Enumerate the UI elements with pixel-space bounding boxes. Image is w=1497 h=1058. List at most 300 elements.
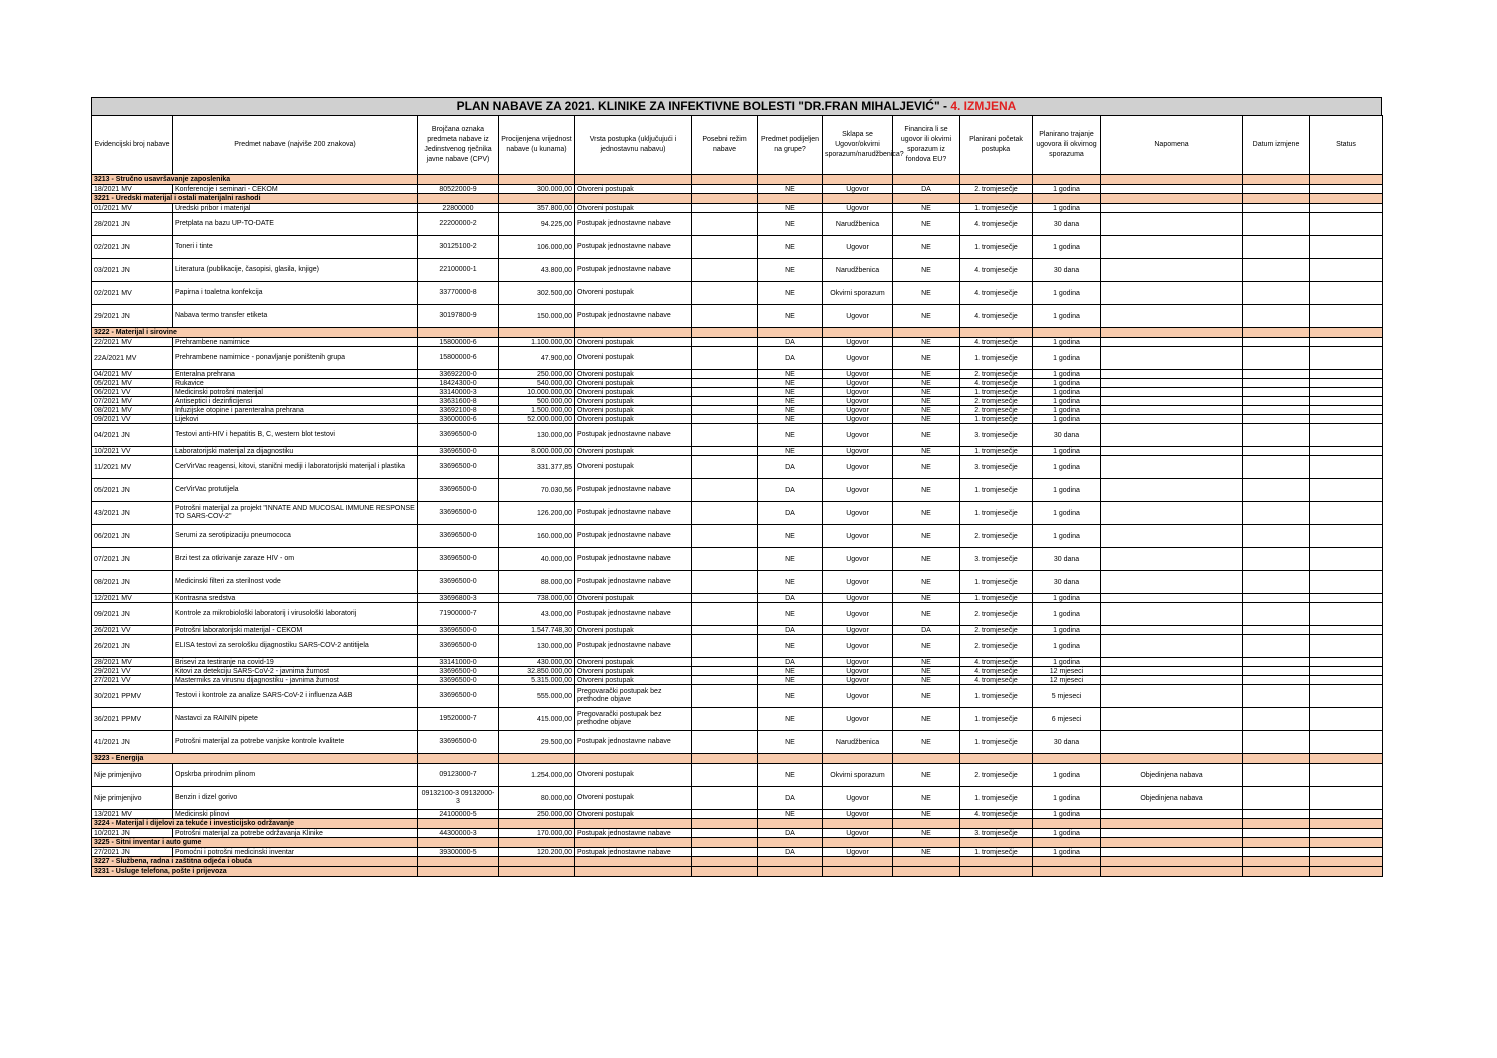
table-cell [692, 676, 758, 685]
section-cell [960, 838, 1033, 848]
section-cell [499, 175, 575, 185]
table-cell: NE [893, 764, 960, 787]
table-cell: 43.800,00 [499, 259, 575, 282]
table-cell [1243, 347, 1310, 370]
table-cell: Ugovor [823, 658, 893, 667]
table-cell: Otvoreni postupak [575, 338, 692, 347]
table-cell: 19520000-7 [418, 708, 499, 731]
table-cell: 30 dana [1033, 548, 1101, 571]
table-cell: Otvoreni postupak [575, 347, 692, 370]
section-cell [823, 819, 893, 829]
table-cell: NE [893, 548, 960, 571]
table-cell: NE [758, 635, 823, 658]
table-cell: 01/2021 MV [92, 204, 173, 213]
table-cell: Toneri i tinte [173, 236, 418, 259]
table-cell: 12 mjeseci [1033, 676, 1101, 685]
table-cell: 29/2021 JN [92, 305, 173, 328]
table-cell: 1 godina [1033, 415, 1101, 424]
section-cell [758, 194, 823, 204]
table-cell: DA [758, 829, 823, 838]
table-cell: 09/2021 VV [92, 415, 173, 424]
table-cell: NE [758, 571, 823, 594]
table-cell: Otvoreni postupak [575, 282, 692, 305]
table-cell: DA [758, 787, 823, 810]
table-cell: 12 mjeseci [1033, 667, 1101, 676]
table-cell: Medicinski plinovi [173, 810, 418, 819]
table-cell: 4. tromjesečje [960, 658, 1033, 667]
section-cell [823, 838, 893, 848]
table-cell: Postupak jednostavne nabave [575, 635, 692, 658]
table-row [92, 338, 1383, 347]
table-cell [1310, 479, 1383, 502]
table-cell: Ugovor [823, 571, 893, 594]
section-cell [758, 175, 823, 185]
table-cell: 30 dana [1033, 424, 1101, 447]
table-cell: 1 godina [1033, 305, 1101, 328]
section-cell [499, 838, 575, 848]
table-cell: 33141000-0 [418, 658, 499, 667]
section-cell [499, 194, 575, 204]
table-row [92, 415, 1383, 424]
section-cell [418, 867, 499, 877]
table-cell: 357.800,00 [499, 204, 575, 213]
table-cell [1243, 708, 1310, 731]
table-cell: Testovi anti-HIV i hepatitis B, C, western blot testovi [173, 424, 418, 447]
table-cell: NE [893, 603, 960, 626]
table-cell: 43.000,00 [499, 603, 575, 626]
table-cell: Postupak jednostavne nabave [575, 525, 692, 548]
table-cell: 1 godina [1033, 397, 1101, 406]
table-cell: 1 godina [1033, 236, 1101, 259]
table-cell: 1 godina [1033, 379, 1101, 388]
table-cell: Potrošni laboratorijski materijal - CEKOM [173, 626, 418, 635]
table-cell: Pregovarački postupak bez prethodne objave [575, 685, 692, 708]
table-cell: 1. tromjesečje [960, 708, 1033, 731]
table-cell: 1 godina [1033, 635, 1101, 658]
table-cell: Ugovor [823, 388, 893, 397]
section-cell [418, 838, 499, 848]
table-row [92, 658, 1383, 667]
section-cell [758, 867, 823, 877]
section-cell [893, 194, 960, 204]
table-cell: Ugovor [823, 370, 893, 379]
table-cell: NE [758, 388, 823, 397]
table-cell: 33770000-8 [418, 282, 499, 305]
table-cell [1310, 388, 1383, 397]
section-cell [823, 867, 893, 877]
table-cell [1310, 708, 1383, 731]
table-cell: 2. tromjesečje [960, 603, 1033, 626]
table-cell: Literatura (publikacije, časopisi, glasila, knjige) [173, 259, 418, 282]
section-row [92, 194, 1383, 204]
table-cell [1243, 388, 1310, 397]
table-cell: 33692100-8 [418, 406, 499, 415]
table-cell: 1 godina [1033, 764, 1101, 787]
section-cell [960, 819, 1033, 829]
table-cell [1243, 667, 1310, 676]
table-cell [1243, 525, 1310, 548]
table-cell: 24100000-5 [418, 810, 499, 819]
table-row [92, 829, 1383, 838]
table-cell: 33696500-0 [418, 447, 499, 456]
column-header: Predmet nabave (najviše 200 znakova) [173, 116, 418, 175]
table-cell [1310, 685, 1383, 708]
table-cell: 09/2021 JN [92, 603, 173, 626]
table-cell: 1.547.748,30 [499, 626, 575, 635]
table-cell [692, 479, 758, 502]
table-cell [1243, 810, 1310, 819]
table-cell: 1 godina [1033, 479, 1101, 502]
table-cell: 22800000 [418, 204, 499, 213]
table-cell: Ugovor [823, 708, 893, 731]
table-cell: NE [893, 347, 960, 370]
section-cell [893, 175, 960, 185]
table-cell: 500.000,00 [499, 397, 575, 406]
section-cell [418, 175, 499, 185]
table-cell: NE [758, 213, 823, 236]
table-cell: 430.000,00 [499, 658, 575, 667]
table-cell: 1. tromjesečje [960, 848, 1033, 857]
table-cell: 06/2021 VV [92, 388, 173, 397]
table-cell [692, 456, 758, 479]
table-cell [1243, 676, 1310, 685]
table-cell: 26/2021 VV [92, 626, 173, 635]
table-cell: 04/2021 MV [92, 370, 173, 379]
table-cell: 04/2021 JN [92, 424, 173, 447]
table-cell: Otvoreni postupak [575, 787, 692, 810]
table-cell: NE [893, 204, 960, 213]
table-cell: 39300000-5 [418, 848, 499, 857]
table-cell: Otvoreni postupak [575, 676, 692, 685]
table-cell: NE [893, 213, 960, 236]
table-cell: CerVirVac reagensi, kitovi, stanični mediji i laboratorijski materijal i plastika [173, 456, 418, 479]
table-cell: NE [758, 415, 823, 424]
table-cell: Postupak jednostavne nabave [575, 848, 692, 857]
table-cell: Otvoreni postupak [575, 415, 692, 424]
table-cell: NE [893, 848, 960, 857]
table-cell [692, 236, 758, 259]
table-cell: NE [893, 388, 960, 397]
column-header: Status [1310, 116, 1383, 175]
table-cell: 126.200,00 [499, 502, 575, 525]
table-cell: Postupak jednostavne nabave [575, 603, 692, 626]
table-row [92, 685, 1383, 708]
table-cell: 33696500-0 [418, 676, 499, 685]
table-cell: 05/2021 JN [92, 479, 173, 502]
table-cell [1243, 603, 1310, 626]
table-cell [1243, 502, 1310, 525]
table-row [92, 594, 1383, 603]
table-cell: NE [893, 415, 960, 424]
table-cell [692, 370, 758, 379]
section-cell [1243, 175, 1310, 185]
table-cell: NE [893, 708, 960, 731]
table-cell: Kitovi za detekciju SARS-CoV-2 - javnima žurnost [173, 667, 418, 676]
table-cell: 22100000-1 [418, 259, 499, 282]
table-cell: Postupak jednostavne nabave [575, 259, 692, 282]
table-row [92, 370, 1383, 379]
table-cell: NE [758, 204, 823, 213]
table-cell [1101, 525, 1243, 548]
section-cell [893, 754, 960, 764]
section-cell [499, 867, 575, 877]
section-cell [1033, 857, 1101, 867]
section-cell [1310, 857, 1383, 867]
section-cell [499, 819, 575, 829]
table-cell: 5.315.000,00 [499, 676, 575, 685]
table-row [92, 379, 1383, 388]
section-cell [823, 857, 893, 867]
table-cell: 1 godina [1033, 204, 1101, 213]
table-cell: 1 godina [1033, 447, 1101, 456]
plan-title-main: PLAN NABAVE ZA 2021. KLINIKE ZA INFEKTIVNE BOLESTI "DR.FRAN MIHALJEVIĆ" - [456, 99, 951, 113]
table-cell: Infuzijske otopine i parenteralna prehrana [173, 406, 418, 415]
section-cell [499, 328, 575, 338]
table-cell: Kontrasna sredstva [173, 594, 418, 603]
table-cell [1243, 764, 1310, 787]
section-label: 3224 - Materijal i dijelovi za tekuće i investicijsko održavanje [92, 819, 418, 829]
table-row [92, 502, 1383, 525]
table-cell: Narudžbenica [823, 731, 893, 754]
table-cell [692, 415, 758, 424]
table-cell [1101, 424, 1243, 447]
table-cell [692, 338, 758, 347]
table-cell [1101, 213, 1243, 236]
table-cell: 02/2021 MV [92, 282, 173, 305]
table-row [92, 635, 1383, 658]
column-header: Sklapa se Ugovor/okvirni sporazum/narudžbenica? [823, 116, 893, 175]
table-cell: 1 godina [1033, 502, 1101, 525]
table-cell: 29/2021 VV [92, 667, 173, 676]
table-cell: Laboratorijski materijal za dijagnostiku [173, 447, 418, 456]
table-row [92, 347, 1383, 370]
table-cell [1310, 397, 1383, 406]
section-cell [1101, 175, 1243, 185]
table-cell [692, 635, 758, 658]
table-cell: 33696500-0 [418, 685, 499, 708]
table-cell [1243, 185, 1310, 194]
table-cell: 15800000-6 [418, 347, 499, 370]
table-row [92, 708, 1383, 731]
table-cell: 10/2021 JN [92, 829, 173, 838]
table-cell [1243, 204, 1310, 213]
table-cell: Ugovor [823, 548, 893, 571]
table-cell: 03/2021 JN [92, 259, 173, 282]
table-cell [1310, 548, 1383, 571]
table-cell: 1 godina [1033, 282, 1101, 305]
table-cell: 1 godina [1033, 829, 1101, 838]
section-cell [823, 194, 893, 204]
table-cell: 33696500-0 [418, 626, 499, 635]
table-cell: Okvirni sporazum [823, 764, 893, 787]
table-cell [1101, 848, 1243, 857]
table-cell [1101, 635, 1243, 658]
table-cell [1310, 626, 1383, 635]
table-cell: 22A/2021 MV [92, 347, 173, 370]
table-cell: Enteralna prehrana [173, 370, 418, 379]
section-cell [758, 819, 823, 829]
table-cell [692, 379, 758, 388]
table-cell: Ugovor [823, 635, 893, 658]
table-cell [1310, 571, 1383, 594]
table-cell: 4. tromjesečje [960, 305, 1033, 328]
table-cell: 1 godina [1033, 185, 1101, 194]
table-cell: 1 godina [1033, 626, 1101, 635]
table-cell: 27/2021 VV [92, 676, 173, 685]
table-cell [1310, 259, 1383, 282]
table-cell [1101, 810, 1243, 819]
table-cell: 4. tromjesečje [960, 810, 1033, 819]
table-cell: Otvoreni postupak [575, 447, 692, 456]
table-cell: 88.000,00 [499, 571, 575, 594]
table-cell [1310, 185, 1383, 194]
table-cell [1310, 787, 1383, 810]
table-cell: 09132100-3 09132000-3 [418, 787, 499, 810]
table-row [92, 456, 1383, 479]
table-cell: NE [893, 571, 960, 594]
table-cell: Ugovor [823, 787, 893, 810]
section-cell [960, 175, 1033, 185]
table-cell: 07/2021 JN [92, 548, 173, 571]
table-cell [692, 810, 758, 819]
table-cell: 33696500-0 [418, 571, 499, 594]
section-cell [499, 754, 575, 764]
table-cell: DA [758, 456, 823, 479]
section-cell [1033, 838, 1101, 848]
table-cell [692, 685, 758, 708]
section-cell [575, 819, 692, 829]
table-row [92, 676, 1383, 685]
table-cell: Ugovor [823, 594, 893, 603]
table-cell: 130.000,00 [499, 635, 575, 658]
section-cell [575, 754, 692, 764]
table-cell: 1. tromjesečje [960, 502, 1033, 525]
table-cell: 30125100-2 [418, 236, 499, 259]
table-cell [1101, 236, 1243, 259]
table-cell [1101, 594, 1243, 603]
table-cell: 738.000,00 [499, 594, 575, 603]
table-body [92, 175, 1383, 877]
table-cell: NE [893, 667, 960, 676]
table-cell [1101, 406, 1243, 415]
plan-title-revision: 4. IZMJENA [950, 99, 1017, 113]
table-cell: NE [893, 259, 960, 282]
section-cell [823, 175, 893, 185]
section-cell [960, 867, 1033, 877]
table-cell: NE [758, 810, 823, 819]
table-cell: 05/2021 MV [92, 379, 173, 388]
table-row [92, 259, 1383, 282]
table-cell: Otvoreni postupak [575, 406, 692, 415]
column-header: Procijenjena vrijednost nabave (u kunama) [499, 116, 575, 175]
section-cell [1310, 754, 1383, 764]
table-cell: 1 godina [1033, 406, 1101, 415]
section-cell [893, 867, 960, 877]
table-cell [1101, 347, 1243, 370]
table-cell: 1. tromjesečje [960, 347, 1033, 370]
section-cell [692, 175, 758, 185]
table-cell: 1. tromjesečje [960, 388, 1033, 397]
table-cell: 1.100.000,00 [499, 338, 575, 347]
section-cell [893, 838, 960, 848]
table-cell [1243, 829, 1310, 838]
table-cell: 08/2021 JN [92, 571, 173, 594]
table-cell [1101, 204, 1243, 213]
table-cell: Postupak jednostavne nabave [575, 502, 692, 525]
table-cell: Ugovor [823, 236, 893, 259]
table-cell: Ugovor [823, 667, 893, 676]
table-cell [1101, 658, 1243, 667]
table-cell: 1. tromjesečje [960, 479, 1033, 502]
section-cell [418, 328, 499, 338]
section-cell [418, 194, 499, 204]
table-cell: 4. tromjesečje [960, 282, 1033, 305]
table-cell [1101, 667, 1243, 676]
table-cell: DA [758, 658, 823, 667]
table-cell [1243, 236, 1310, 259]
table-cell: NE [893, 829, 960, 838]
table-cell: DA [758, 338, 823, 347]
table-cell [692, 764, 758, 787]
table-cell: NE [893, 236, 960, 259]
section-cell [823, 754, 893, 764]
table-cell: 4. tromjesečje [960, 259, 1033, 282]
table-cell: NE [758, 603, 823, 626]
table-row [92, 397, 1383, 406]
table-cell: 415.000,00 [499, 708, 575, 731]
table-cell [1310, 213, 1383, 236]
table-cell: 33140000-3 [418, 388, 499, 397]
table-cell: 71900000-7 [418, 603, 499, 626]
table-cell [692, 525, 758, 548]
table-cell [1101, 548, 1243, 571]
table-cell [1310, 236, 1383, 259]
table-cell: 6 mjeseci [1033, 708, 1101, 731]
table-cell: Ugovor [823, 447, 893, 456]
table-cell [1101, 397, 1243, 406]
table-cell: NE [758, 236, 823, 259]
table-cell: 120.200,00 [499, 848, 575, 857]
table-cell [1243, 594, 1310, 603]
table-cell: DA [893, 626, 960, 635]
column-header: Predmet podijeljen na grupe? [758, 116, 823, 175]
table-cell: NE [758, 305, 823, 328]
table-cell: Ugovor [823, 603, 893, 626]
table-cell: 150.000,00 [499, 305, 575, 328]
table-cell: NE [893, 787, 960, 810]
table-cell: Otvoreni postupak [575, 764, 692, 787]
table-cell: 33696500-0 [418, 731, 499, 754]
table-cell: Nabava termo transfer etiketa [173, 305, 418, 328]
table-cell: Benzin i dizel gorivo [173, 787, 418, 810]
table-cell [1243, 379, 1310, 388]
table-cell [692, 397, 758, 406]
table-cell: NE [893, 447, 960, 456]
table-cell: NE [758, 764, 823, 787]
table-cell: Ugovor [823, 204, 893, 213]
table-cell [692, 787, 758, 810]
table-cell: DA [758, 848, 823, 857]
table-cell: 33696500-0 [418, 424, 499, 447]
table-row [92, 479, 1383, 502]
table-cell [1243, 282, 1310, 305]
table-cell [1101, 456, 1243, 479]
table-cell [1310, 204, 1383, 213]
table-cell: 555.000,00 [499, 685, 575, 708]
table-cell: NE [758, 685, 823, 708]
table-cell: 33696800-3 [418, 594, 499, 603]
section-cell [692, 194, 758, 204]
